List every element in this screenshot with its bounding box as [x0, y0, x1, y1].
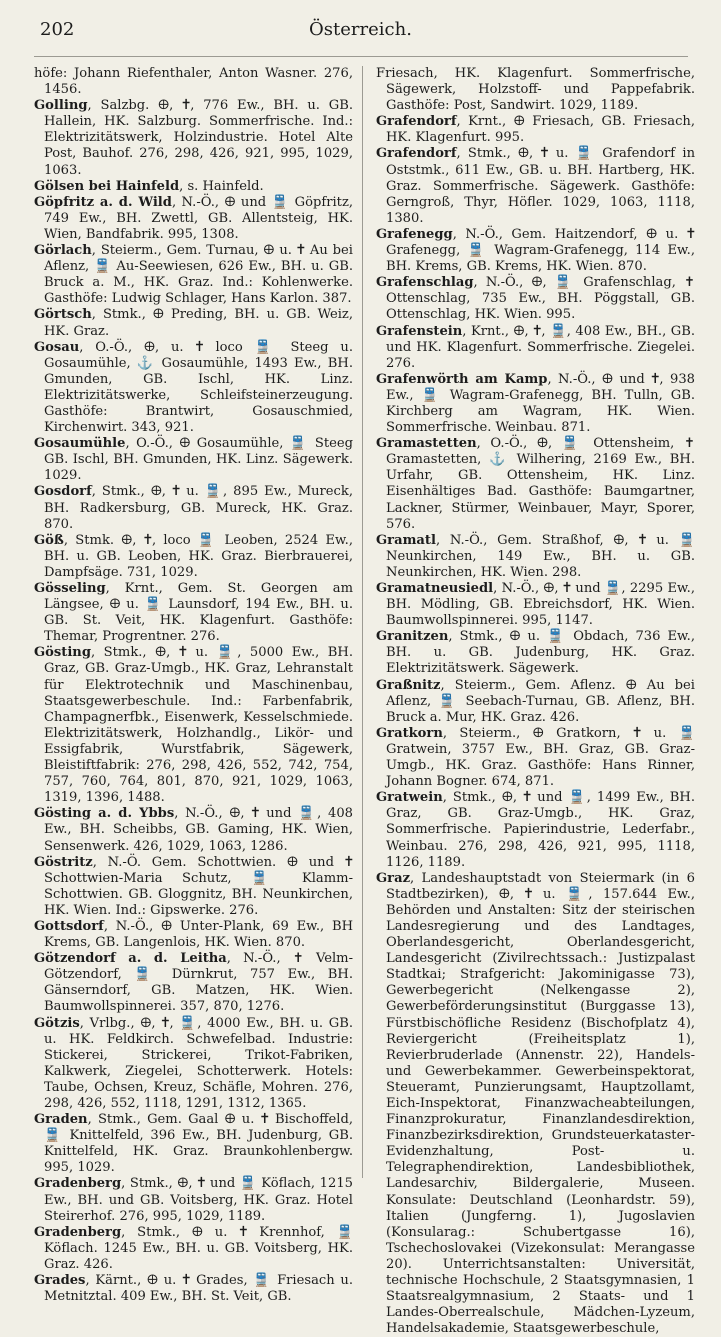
entry-name: Gradenberg	[34, 1176, 122, 1192]
gazetteer-entry	[376, 533, 695, 581]
entry-name: Gradenberg	[34, 1224, 122, 1240]
gazetteer-entry	[34, 919, 353, 951]
entry-name: Grafendorf	[376, 146, 457, 162]
entry-name: Göß	[34, 532, 64, 548]
entry-name: Gramatl	[376, 532, 436, 548]
entry-name: Görtsch	[34, 307, 92, 323]
entry-text: , Stmk. 🜨, ✝, loco 🚆 Leoben, 2524 Ew., BH. u. GB. Leoben, HK. Graz. Bierbrauerei, Dampfsäge. 731, 1029.	[44, 532, 353, 580]
entry-name: Grades	[34, 1273, 86, 1289]
entry-text: , N.-Ö., Gem. Haitzendorf, 🜨 u. ✝ Grafenegg, 🚆 Wagram-Grafenegg, 114 Ew., BH. Krems, GB. Krems, HK. Wien. 870.	[386, 226, 695, 275]
entry-name: Grafenstein	[376, 323, 463, 339]
entry-text: , N.-Ö. Gem. Schottwien. 🜨 und ✝ Schottwien-Maria Schutz, 🚆 Klamm-Schottwien. GB. Gloggnitz, BH. Neunkirchen, HK. Wien. Ind.: Gipswerke. 276.	[44, 854, 353, 918]
entry-name: Göpfritz a. d. Wild	[34, 194, 172, 210]
header-rule	[34, 56, 688, 57]
entry-name: Golling	[34, 98, 88, 114]
gazetteer-entry	[34, 66, 353, 98]
right-column	[376, 66, 695, 1337]
entry-text: , N.-Ö., 🜨, ✝ und 🚆, 408 Ew., BH. Scheibbs, GB. Gaming, HK. Wien, Sensenwerk. 426, 1029, 1063, 1286.	[44, 806, 353, 854]
gazetteer-entry	[376, 66, 695, 114]
entry-text: , Steierm., Gem. Turnau, 🜨 u. ✝ Au bei Aflenz, 🚆 Au-Seewiesen, 626 Ew., BH. u. GB. Bruck a. M., HK. Graz. Ind.: Kohlenwerke. Gasthöfe: Ludwig Schlager, Hans Karlon. 387.	[44, 243, 353, 307]
entry-name: Gösting	[34, 645, 91, 661]
entry-text: , s. Hainfeld.	[179, 178, 264, 194]
entry-name: Gölsen bei Hainfeld	[34, 178, 180, 194]
gazetteer-entry	[34, 645, 353, 806]
gazetteer-entry	[34, 1225, 353, 1273]
entry-name: Gottsdorf	[34, 918, 104, 934]
entry-name: Grafenwörth am Kamp	[376, 371, 548, 387]
gazetteer-entry	[34, 581, 353, 645]
gazetteer-entry	[376, 790, 695, 870]
entry-text: , Stmk., 🜨, ✝ und 🚆, 1499 Ew., BH. Graz, GB. Graz-Umgb., HK. Graz, Sommerfrische. Papierindustrie, Lederfabr., Weinbau. 276, 298, 426, 921, 995, 1118, 1126, 1189.	[386, 790, 695, 870]
entry-text: , Stmk., 🜨, ✝ u. 🚆, 895 Ew., Mureck, BH. Radkersburg, GB. Mureck, HK. Graz. 870.	[44, 484, 353, 532]
entry-text: , O.-Ö., 🜨 Gosaumühle, 🚆 Steeg GB. Ischl, BH. Gmunden, HK. Linz. Sägewerk. 1029.	[44, 436, 353, 484]
entry-text: , Steierm., 🜨 Gratkorn, ✝ u. 🚆 Gratwein, 3757 Ew., BH. Graz, GB. Graz-Umgb., HK. Graz. Gasthöfe: Hans Rinner, Johann Bogner. 674, 871.	[386, 725, 695, 790]
entry-text: , Krnt., 🜨, ✝, 🚆, 408 Ew., BH., GB. und HK. Klagenfurt. Sommerfrische. Ziegelei. 276.	[386, 323, 695, 371]
entry-text: , N.-Ö., ✝ Velm-Götzendorf, 🚆 Dürnkrut, 757 Ew., BH. Gänserndorf, GB. Matzen, HK. Wien. Baumwollspinnerei. 357, 870, 1276.	[44, 951, 353, 1015]
entry-text: , Stmk., 🜨, ✝ u. 🚆 Grafendorf in Oststmk., 611 Ew., GB. u. BH. Hartberg, HK. Graz. Sommerfrische. Sägewerk. Gasthöfe: Gerngroß, Thyr, Höfler. 1029, 1063, 1118, 1380.	[386, 146, 695, 226]
entry-text: , Kärnt., 🜨 u. ✝ Grades, 🚆 Friesach u. Metnitztal. 409 Ew., BH. St. Veit, GB.	[44, 1273, 353, 1305]
entry-name: Grafenschlag	[376, 275, 474, 291]
entry-text: , N.-Ö., Gem. Straßhof, 🜨, ✝ u. 🚆 Neunkirchen, 149 Ew., BH. u. GB. Neunkirchen, HK. Wien. 298.	[386, 532, 695, 580]
entry-name: Gratwein	[376, 790, 443, 806]
gazetteer-entry	[34, 1273, 353, 1305]
entry-text: , Stmk., 🜨 Preding, BH. u. GB. Weiz, HK. Graz.	[44, 307, 353, 339]
entry-text: , Landeshauptstadt von Steiermark (in 6 Stadtbezirken), 🜨, ✝ u. 🚆, 157.644 Ew., Behörden und Anstalten: Sitz der steirischen Landesregierung und des Landtages, Oberlandesgericht, Oberlandesgericht, Landesgericht (Zivilrechtssach.: Justizpalast Stadtkai; Strafgericht: Jakominigasse 73), Gewerbegericht (Nelkengasse 2), Gewerbeförderungsinstitut (Burggasse 13), Fürstbischöfliche Residenz (Bischofplatz 4), Reviergericht (Freiheitsplatz 1), Revierbruderlade (Annenstr. 22), Handels- und Gewerbekammer. Gewerbeinspektorat, Steueramt, Punzierungsamt, Hauptzollamt, Eich-Inspektorat, Finanzwacheabteilungen, Finanzprokuratur, Finanzlandesdirektion, Finanzbezirksdirektion, Grundsteuerkataster-Evidenzhaltung, Post- u. Telegraphendirektion, Landesbibliothek, Landesarchiv, Bildergalerie, Museen. Konsulate: Deutschland (Leonhardstr. 59), Italien (Jungferng. 1), Jugoslavien (Konsularag.: Schubertgasse 16), Tschechoslovakei (Vizekonsulat: Merangasse 20). Unterrichtsanstalten: Universität, technische Hochschule, 2 Staatsgymnasien, 1 Staatsrealgymnasium, 2 Staats- und 1 Landes-Oberrealschule, Mädchen-Lyzeum, Handelsakademie, Staatsgewerbeschule,	[386, 870, 695, 1337]
entry-name: Graden	[34, 1112, 88, 1128]
gazetteer-entry	[34, 243, 353, 307]
gazetteer-entry	[34, 307, 353, 339]
entry-text: , N.-Ö., 🜨, 🚆 Grafenschlag, ✝ Ottenschlag, 735 Ew., BH. Pöggstall, GB. Ottenschlag, HK. Wien. 995.	[386, 275, 695, 323]
entry-name: Gosdorf	[34, 484, 92, 500]
entry-text: , O.-Ö., 🜨, 🚆 Ottensheim, ✝ Gramastetten, ⚓ Wilhering, 2169 Ew., BH. Urfahr, GB. Ottensheim, HK. Linz. Eisenhältiges Bad. Gasthöfe: Baumgartner, Lackner, Stürmer, Weinbauer, Mayr, Sporer, 576.	[386, 436, 695, 532]
entry-name: Götzendorf a. d. Leitha	[34, 951, 227, 967]
entry-text: , Stmk., 🜨, ✝ u. 🚆, 5000 Ew., BH. Graz, GB. Graz-Umgb., HK. Graz, Lehranstalt für Elektrotechnik und Maschinenbau, Staatsgewerbeschule. Ind.: Farbenfabrik, Champagnerfbk., Eisenwerk, Kesselschmiede. Elektrizitätswerk, Holzhandlg., Likör- und Essigfabrik, Wurstfabrik, Sägewerk, Bleistiftfabrik: 276, 298, 426, 552, 742, 754, 757, 760, 764, 801, 870, 921, 1029, 1063, 1319, 1396, 1488.	[44, 645, 353, 806]
entry-text: , Stmk., 🜨, ✝ und 🚆 Köflach, 1215 Ew., BH. und GB. Voitsberg, HK. Graz. Hotel Steirerhof. 276, 995, 1029, 1189.	[44, 1176, 353, 1224]
entry-text: , Salzbg. 🜨, ✝, 776 Ew., BH. u. GB. Hallein, HK. Salzburg. Sommerfrische. Ind.: Elektrizitätswerk, Holzindustrie. Hotel Alte Post, Bauhof. 276, 298, 426, 921, 995, 1029, 1063.	[44, 98, 353, 178]
entry-name: Gratkorn	[376, 725, 443, 741]
gazetteer-entry	[376, 436, 695, 533]
gazetteer-entry	[34, 98, 353, 178]
page-number: 202	[40, 19, 75, 40]
entry-text: , N.-Ö., 🜨, ✝ und 🚆, 2295 Ew., BH. Mödling, GB. Ebreichsdorf, HK. Wien. Baumwollspinnerei. 995, 1147.	[386, 581, 695, 629]
entry-text: , Steierm., Gem. Aflenz. 🜨 Au bei Aflenz, 🚆 Seebach-Turnau, GB. Aflenz, BH. Bruck a. Mur, HK. Graz. 426.	[386, 677, 695, 725]
gazetteer-entry	[376, 372, 695, 436]
entry-name: Gosaumühle	[34, 436, 126, 452]
gazetteer-entry	[376, 114, 695, 146]
entry-text: , N.-Ö., 🜨 und ✝, 938 Ew., 🚆 Wagram-Grafenegg, BH. Tulln, GB. Kirchberg am Wagram, HK. Wien. Sommerfrische. Weinbau. 871.	[386, 371, 695, 436]
gazetteer-entry	[376, 146, 695, 226]
entry-text: , N.-Ö., 🜨 und 🚆 Göpfritz, 749 Ew., BH. Zwettl, GB. Allentsteig, HK. Wien, Bandfabrik. 995, 1308.	[44, 194, 353, 242]
column-rule	[362, 66, 363, 1178]
entry-name: Görlach	[34, 243, 92, 259]
entry-text: , Stmk., 🜨 u. 🚆 Obdach, 736 Ew., BH. u. GB. Judenburg, HK. Graz. Elektrizitätswerk. Sägewerk.	[386, 629, 695, 677]
entry-name: Gosau	[34, 339, 80, 355]
entry-name: Grafenegg	[376, 226, 453, 242]
entry-name: Göstritz	[34, 854, 93, 870]
gazetteer-entry	[376, 324, 695, 372]
entry-text: , Stmk., 🜨 u. ✝ Krennhof, 🚆 Köflach. 1245 Ew., BH. u. GB. Voitsberg, HK. Graz. 426.	[44, 1224, 353, 1272]
gazetteer-entry	[34, 436, 353, 484]
gazetteer-entry	[376, 726, 695, 790]
entry-name: Graz	[376, 870, 411, 886]
running-head: Österreich.	[309, 19, 412, 40]
entry-name: Gösting a. d. Ybbs	[34, 806, 175, 822]
entry-name: Gramatneusiedl	[376, 581, 494, 596]
gazetteer-entry	[34, 806, 353, 854]
gazetteer-entry	[376, 629, 695, 677]
gazetteer-entry	[34, 855, 353, 919]
entry-text: , Krnt., 🜨 Friesach, GB. Friesach, HK. Klagenfurt. 995.	[386, 114, 695, 146]
gazetteer-entry	[376, 678, 695, 726]
entry-text: , Krnt., Gem. St. Georgen am Längsee, 🜨 u. 🚆 Launsdorf, 194 Ew., BH. u. GB. St. Veit, HK. Klagenfurt. Gasthöfe: Themar, Progrentner. 276.	[44, 581, 353, 645]
gazetteer-entry	[34, 1016, 353, 1113]
entry-name: Grafendorf	[376, 114, 457, 130]
entry-text: , Stmk., Gem. Gaal 🜨 u. ✝ Bischoffeld, 🚆 Knittelfeld, 396 Ew., BH. Judenburg, GB. Knittelfeld, HK. Graz. Braunkohlenbergw. 995, 1029.	[44, 1112, 353, 1176]
gazetteer-entry	[376, 275, 695, 323]
entry-text: höfe: Johann Riefenthaler, Anton Wasner. 276, 1456.	[34, 66, 353, 98]
entry-name: Graßnitz	[376, 677, 441, 693]
entry-name: Gösseling	[34, 581, 106, 596]
entry-name: Gramastetten	[376, 436, 477, 452]
entry-name: Granitzen	[376, 629, 449, 645]
gazetteer-entry	[376, 227, 695, 275]
gazetteer-entry	[34, 533, 353, 581]
entry-name: Götzis	[34, 1015, 80, 1031]
gazetteer-entry	[376, 581, 695, 629]
gazetteer-entry	[34, 195, 353, 243]
gazetteer-entry	[34, 951, 353, 1015]
gazetteer-entry	[34, 1112, 353, 1176]
gazetteer-entry	[34, 1176, 353, 1224]
entry-text: , Vrlbg., 🜨, ✝, 🚆, 4000 Ew., BH. u. GB. u. HK. Feldkirch. Schwefelbad. Industrie: Stickerei, Strickerei, Trikot-Fabriken, Kalkwerk, Ziegelei, Schotterwerk. Hotels: Taube, Ochsen, Kreuz, Schäfle, Mohren. 276, 298, 426, 552, 1118, 1291, 1312, 1365.	[44, 1015, 353, 1111]
gazetteer-entry	[376, 871, 695, 1337]
entry-text: Friesach, HK. Klagenfurt. Sommerfrische, Sägewerk, Holzstoff- und Pappefabrik. Gasthöfe: Post, Sandwirt. 1029, 1189.	[376, 66, 695, 114]
left-column	[34, 66, 353, 1305]
gazetteer-entry	[34, 179, 353, 195]
entry-text: , N.-Ö., 🜨 Unter-Plank, 69 Ew., BH Krems, GB. Langenlois, HK. Wien. 870.	[44, 918, 353, 951]
gazetteer-entry	[34, 484, 353, 532]
gazetteer-entry	[34, 340, 353, 437]
entry-text: , O.-Ö., 🜨, u. ✝ loco 🚆 Steeg u. Gosaumühle, ⚓ Gosaumühle, 1493 Ew., BH. Gmunden, GB. Ischl, HK. Linz. Elektrizitätswerke, Schleifsteinerzeugung. Gasthöfe: Brantwirt, Gosauschmied, Kirchenwirt. 343, 921.	[44, 339, 353, 436]
